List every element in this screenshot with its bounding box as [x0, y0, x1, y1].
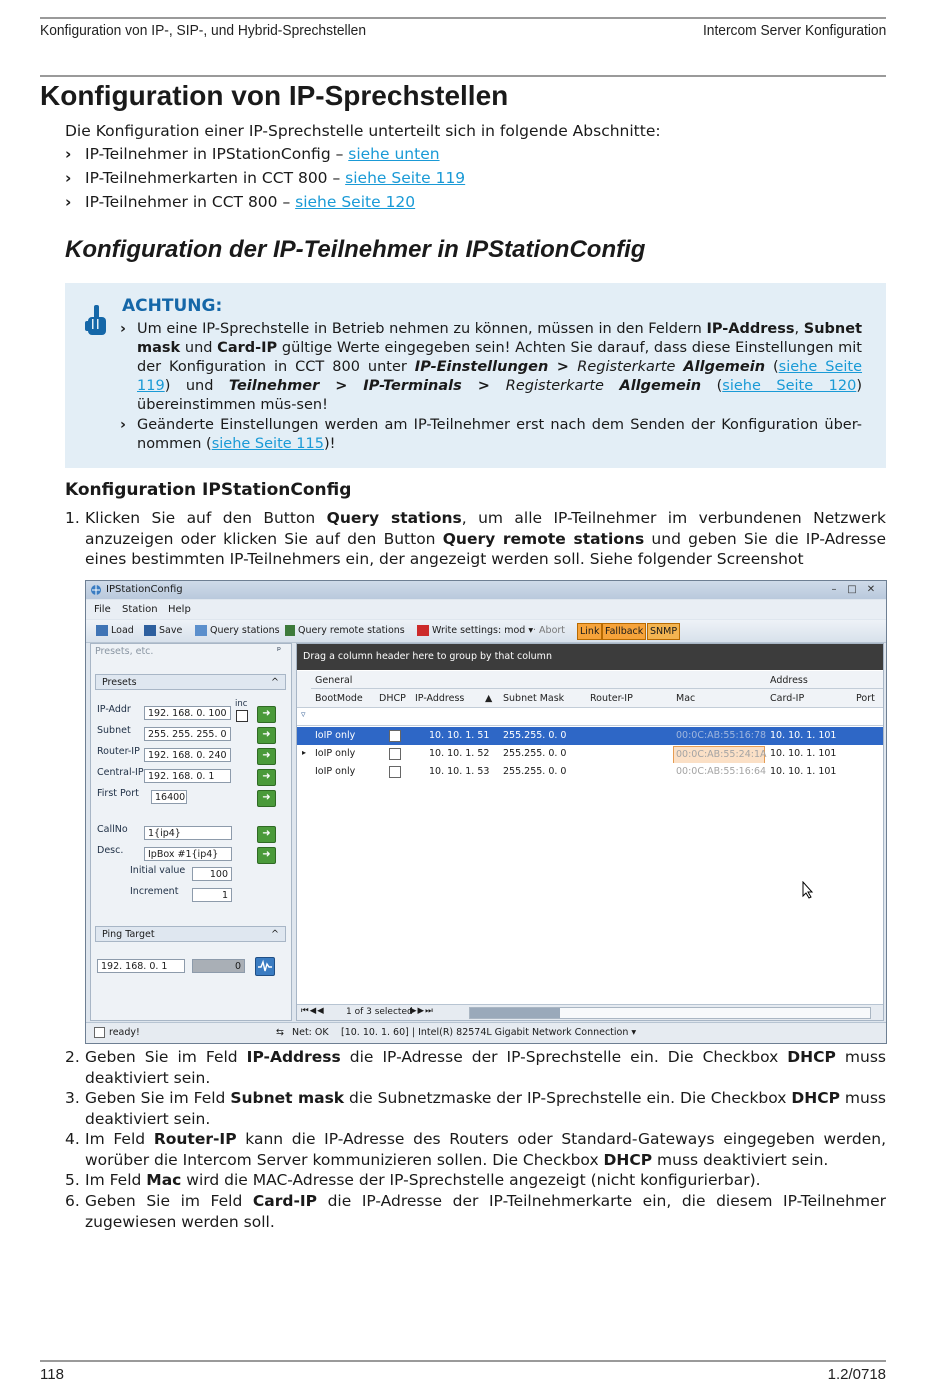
- horizontal-scrollbar[interactable]: [469, 1007, 871, 1019]
- apply-callno-button[interactable]: ➜: [257, 826, 276, 843]
- maximize-icon[interactable]: □: [847, 584, 857, 595]
- menu-file[interactable]: File: [94, 604, 111, 615]
- desc-input[interactable]: IpBox #1{ip4}: [144, 847, 232, 861]
- col-port[interactable]: Port: [856, 693, 875, 704]
- remote-icon: [285, 625, 295, 636]
- running-header-left: Konfiguration von IP-, SIP-, und Hybrid-Sprechstellen: [40, 22, 367, 39]
- warning-note: [65, 283, 886, 468]
- group-by-panel[interactable]: Drag a column header here to group by that column: [297, 644, 883, 670]
- header-rule-bottom: [40, 75, 886, 77]
- col-dhcp[interactable]: DHCP: [379, 693, 406, 704]
- central-ip-input[interactable]: 192. 168. 0. 1: [144, 769, 231, 783]
- ready-checkbox[interactable]: [94, 1027, 105, 1038]
- initial-value-label: Initial value: [130, 865, 186, 876]
- filter-icon: ▿: [301, 710, 306, 720]
- pointing-hand-icon: [85, 305, 109, 337]
- col-card-ip[interactable]: Card-IP: [770, 693, 805, 704]
- chevron-right-icon: ›: [65, 169, 72, 187]
- chevron-right-icon: ›: [120, 321, 126, 337]
- subnet-input[interactable]: 255. 255. 255. 0: [144, 727, 231, 741]
- nav-record-counter: 1 of 3 selected: [346, 1007, 413, 1017]
- inc-label: inc: [235, 699, 248, 709]
- note-item: › Geänderte Einstellungen werden am IP-Teilnehmer erst nach dem Senden der Konfiguration über-nommen (siehe Seite 115)!: [120, 417, 862, 452]
- network-icon: [195, 625, 207, 636]
- presets-pane-title: Presets, etc.: [95, 646, 154, 657]
- network-status-icon: ⇆: [276, 1027, 284, 1038]
- menu-station[interactable]: Station: [122, 604, 158, 615]
- waveform-icon: [256, 958, 274, 975]
- link-toggle[interactable]: Link: [577, 623, 602, 640]
- router-ip-input[interactable]: 192. 168. 0. 240: [144, 748, 231, 762]
- app-icon: [90, 584, 102, 596]
- initial-value-input[interactable]: 100: [192, 867, 232, 881]
- ip-addr-input[interactable]: 192. 168. 0. 100: [144, 706, 231, 720]
- sort-ascending-icon: ▲: [485, 693, 493, 704]
- ipstationconfig-screenshot: [85, 580, 887, 1044]
- chevron-right-icon: ›: [120, 417, 126, 433]
- nav-first-prev-icons[interactable]: ⏮◀◀: [301, 1006, 325, 1016]
- link-seite-119[interactable]: siehe Seite 119: [345, 169, 466, 187]
- subsection-heading: Konfiguration IPStationConfig: [65, 480, 352, 500]
- ping-result: 0: [192, 959, 245, 973]
- callno-label: CallNo: [97, 824, 128, 835]
- load-button[interactable]: Load: [96, 625, 134, 636]
- col-mac[interactable]: Mac: [676, 693, 696, 704]
- col-bootmode[interactable]: BootMode: [315, 693, 363, 704]
- menu-bar: [86, 600, 886, 619]
- callno-input[interactable]: 1{ip4}: [144, 826, 232, 840]
- router-ip-label: Router-IP: [97, 746, 140, 757]
- row-indicator-icon: ▸: [302, 748, 307, 757]
- page-title: Konfiguration von IP-Sprechstellen: [40, 80, 509, 111]
- step-6: 6. Geben Sie im Feld Card-IP die IP-Adresse der IP-Teilnehmerkarte ein, die diesem IP-Teilnehmer zugewiesen werden soll.: [65, 1192, 886, 1231]
- window-title: IPStationConfig: [106, 584, 183, 595]
- apply-first-port-button[interactable]: ➜: [257, 790, 276, 807]
- pin-icon[interactable]: ᵖ: [277, 645, 282, 656]
- subnet-label: Subnet: [97, 725, 131, 736]
- table-row[interactable]: ▸ IoIP only 10. 10. 1. 52 255.255. 0. 0 00:0C:AB:55:24:1A 10. 10. 1. 101: [297, 745, 883, 763]
- list-item: › IP-Teilnehmer in CCT 800 – siehe Seite 120: [65, 193, 416, 211]
- first-port-input[interactable]: 16400: [151, 790, 187, 804]
- first-port-label: First Port: [97, 788, 139, 799]
- write-icon: [417, 625, 429, 636]
- ping-target-input[interactable]: 192. 168. 0. 1: [97, 959, 185, 973]
- presets-section-header[interactable]: Presets ^: [95, 674, 286, 690]
- note-title: ACHTUNG:: [122, 296, 223, 316]
- disk-icon: [144, 625, 156, 636]
- dhcp-checkbox[interactable]: [389, 730, 401, 742]
- document-version: 1.2/0718: [827, 1366, 886, 1383]
- mouse-cursor-icon: [802, 881, 814, 899]
- table-row[interactable]: IoIP only 10. 10. 1. 51 255.255. 0. 0 00:0C:AB:55:16:78 10. 10. 1. 101: [297, 727, 883, 745]
- network-adapter-dropdown[interactable]: [10. 10. 1. 60] | Intel(R) 82574L Gigabit Network Connection ▾: [341, 1027, 637, 1038]
- ping-section-header[interactable]: Ping Target ^: [95, 926, 286, 942]
- minimize-icon[interactable]: –: [831, 584, 837, 595]
- query-remote-stations-button[interactable]: Query remote stations: [285, 625, 405, 636]
- nav-next-last-icons[interactable]: ▶▶⏭: [410, 1006, 434, 1016]
- col-subnet-mask[interactable]: Subnet Mask: [503, 693, 565, 704]
- link-seite-120[interactable]: siehe Seite 120: [722, 378, 857, 394]
- header-rule-top: [40, 17, 886, 19]
- intro-text: Die Konfiguration einer IP-Sprechstelle unterteilt sich in folgende Abschnitte:: [65, 122, 661, 140]
- step-2: 2. Geben Sie im Feld IP-Address die IP-Adresse der IP-Sprechstelle ein. Die Checkbox DHCP muss deaktiviert sein.: [65, 1048, 886, 1087]
- apply-central-ip-button[interactable]: ➜: [257, 769, 276, 786]
- col-router-ip[interactable]: Router-IP: [590, 693, 633, 704]
- list-item: › IP-Teilnehmer in IPStationConfig – siehe unten: [65, 145, 440, 163]
- close-icon[interactable]: ✕: [866, 584, 876, 595]
- apply-router-ip-button[interactable]: ➜: [257, 748, 276, 765]
- footer-rule: [40, 1360, 886, 1362]
- increment-input[interactable]: 1: [192, 888, 232, 902]
- menu-help[interactable]: Help: [168, 604, 191, 615]
- fallback-toggle[interactable]: Fallback: [602, 623, 646, 640]
- status-ready: ready!: [109, 1027, 140, 1038]
- chevron-right-icon: ›: [65, 145, 72, 163]
- apply-desc-button[interactable]: ➜: [257, 847, 276, 864]
- inc-checkbox[interactable]: [236, 710, 248, 722]
- band-address: Address: [770, 675, 808, 686]
- presets-pane: [90, 643, 292, 1021]
- snmp-toggle[interactable]: SNMP: [647, 623, 680, 640]
- link-seite-115[interactable]: siehe Seite 115: [211, 436, 324, 452]
- band-general: General: [315, 675, 353, 686]
- chevron-right-icon: ›: [65, 193, 72, 211]
- note-item: › Um eine IP-Sprechstelle in Betrieb nehmen zu können, müssen in den Feldern IP-Address, Subnet mask und Card-IP gültige Werte eingegeben sein! Achten Sie darauf, dass diese Einstellungen mit der Konfiguration in CCT 800 unter IP-Einstellungen > Registerkarte Allgemein (siehe Seite 119) und Teilnehmer > IP-Terminals > Registerkarte Allgemein (siehe Seite 120) übereinstimmen müs-sen!: [120, 321, 863, 413]
- apply-subnet-button[interactable]: ➜: [257, 727, 276, 744]
- step-5: 5. Im Feld Mac wird die MAC-Adresse der IP-Sprechstelle angezeigt (nicht konfigurierbar).: [65, 1171, 761, 1189]
- scrollbar-thumb[interactable]: [470, 1008, 560, 1018]
- status-net: Net: OK: [292, 1027, 329, 1038]
- ip-addr-label: IP-Addr: [97, 704, 131, 715]
- write-settings-button[interactable]: Write settings: mod ▾: [417, 625, 533, 636]
- ping-button[interactable]: [255, 957, 275, 976]
- link-seite-119[interactable]: siehe Seite 119: [137, 359, 863, 394]
- link-seite-120[interactable]: siehe Seite 120: [295, 193, 416, 211]
- query-stations-button[interactable]: Query stations: [195, 625, 280, 636]
- save-button[interactable]: Save: [144, 625, 182, 636]
- grid-navigator: [297, 1004, 883, 1020]
- dhcp-checkbox[interactable]: [389, 748, 401, 760]
- collapse-icon: ^: [271, 677, 279, 688]
- toolbar: [86, 620, 886, 643]
- col-ip-address[interactable]: IP-Address ▲: [415, 693, 493, 704]
- collapse-icon: ^: [271, 929, 279, 940]
- table-row[interactable]: IoIP only 10. 10. 1. 53 255.255. 0. 0 00:0C:AB:55:16:64 10. 10. 1. 101: [297, 763, 883, 781]
- folder-icon: [96, 625, 108, 636]
- apply-ip-addr-button[interactable]: ➜: [257, 706, 276, 723]
- increment-label: Increment: [130, 886, 179, 897]
- step-1: 1. Klicken Sie auf den Button Query stations, um alle IP-Teilnehmer im verbundenen Netzwerk anzuzeigen oder klicken Sie auf den Button Query remote stations und geben Sie die IP-Adresse eines bestimmten IP-Teilnehmers ein, der angezeigt werden soll. Siehe folgender Screenshot: [65, 509, 887, 568]
- filter-row[interactable]: [297, 708, 883, 726]
- abort-button[interactable]: · Abort: [533, 625, 566, 636]
- step-3: 3. Geben Sie im Feld Subnet mask die Subnetzmaske der IP-Sprechstelle ein. Die Checkbox DHCP muss deaktiviert sein.: [65, 1089, 886, 1128]
- running-header-right: Intercom Server Konfiguration: [702, 22, 886, 39]
- dhcp-checkbox[interactable]: [389, 766, 401, 778]
- status-bar: [86, 1022, 886, 1044]
- central-ip-label: Central-IP: [97, 767, 144, 778]
- window-titlebar: [86, 581, 886, 599]
- stations-grid: [296, 643, 884, 1021]
- desc-label: Desc.: [97, 845, 124, 856]
- link-siehe-unten[interactable]: siehe unten: [348, 145, 440, 163]
- list-item: › IP-Teilnehmerkarten in CCT 800 – siehe Seite 119: [65, 169, 466, 187]
- section-heading: Konfiguration der IP-Teilnehmer in IPStationConfig: [65, 236, 646, 263]
- step-4: 4. Im Feld Router-IP kann die IP-Adresse des Routers oder Standard-Gateways eingegeben werden, worüber die Intercom Server kommunizieren sollen. Die Checkbox DHCP muss deaktiviert sein.: [65, 1130, 886, 1169]
- page-number: 118: [40, 1366, 64, 1383]
